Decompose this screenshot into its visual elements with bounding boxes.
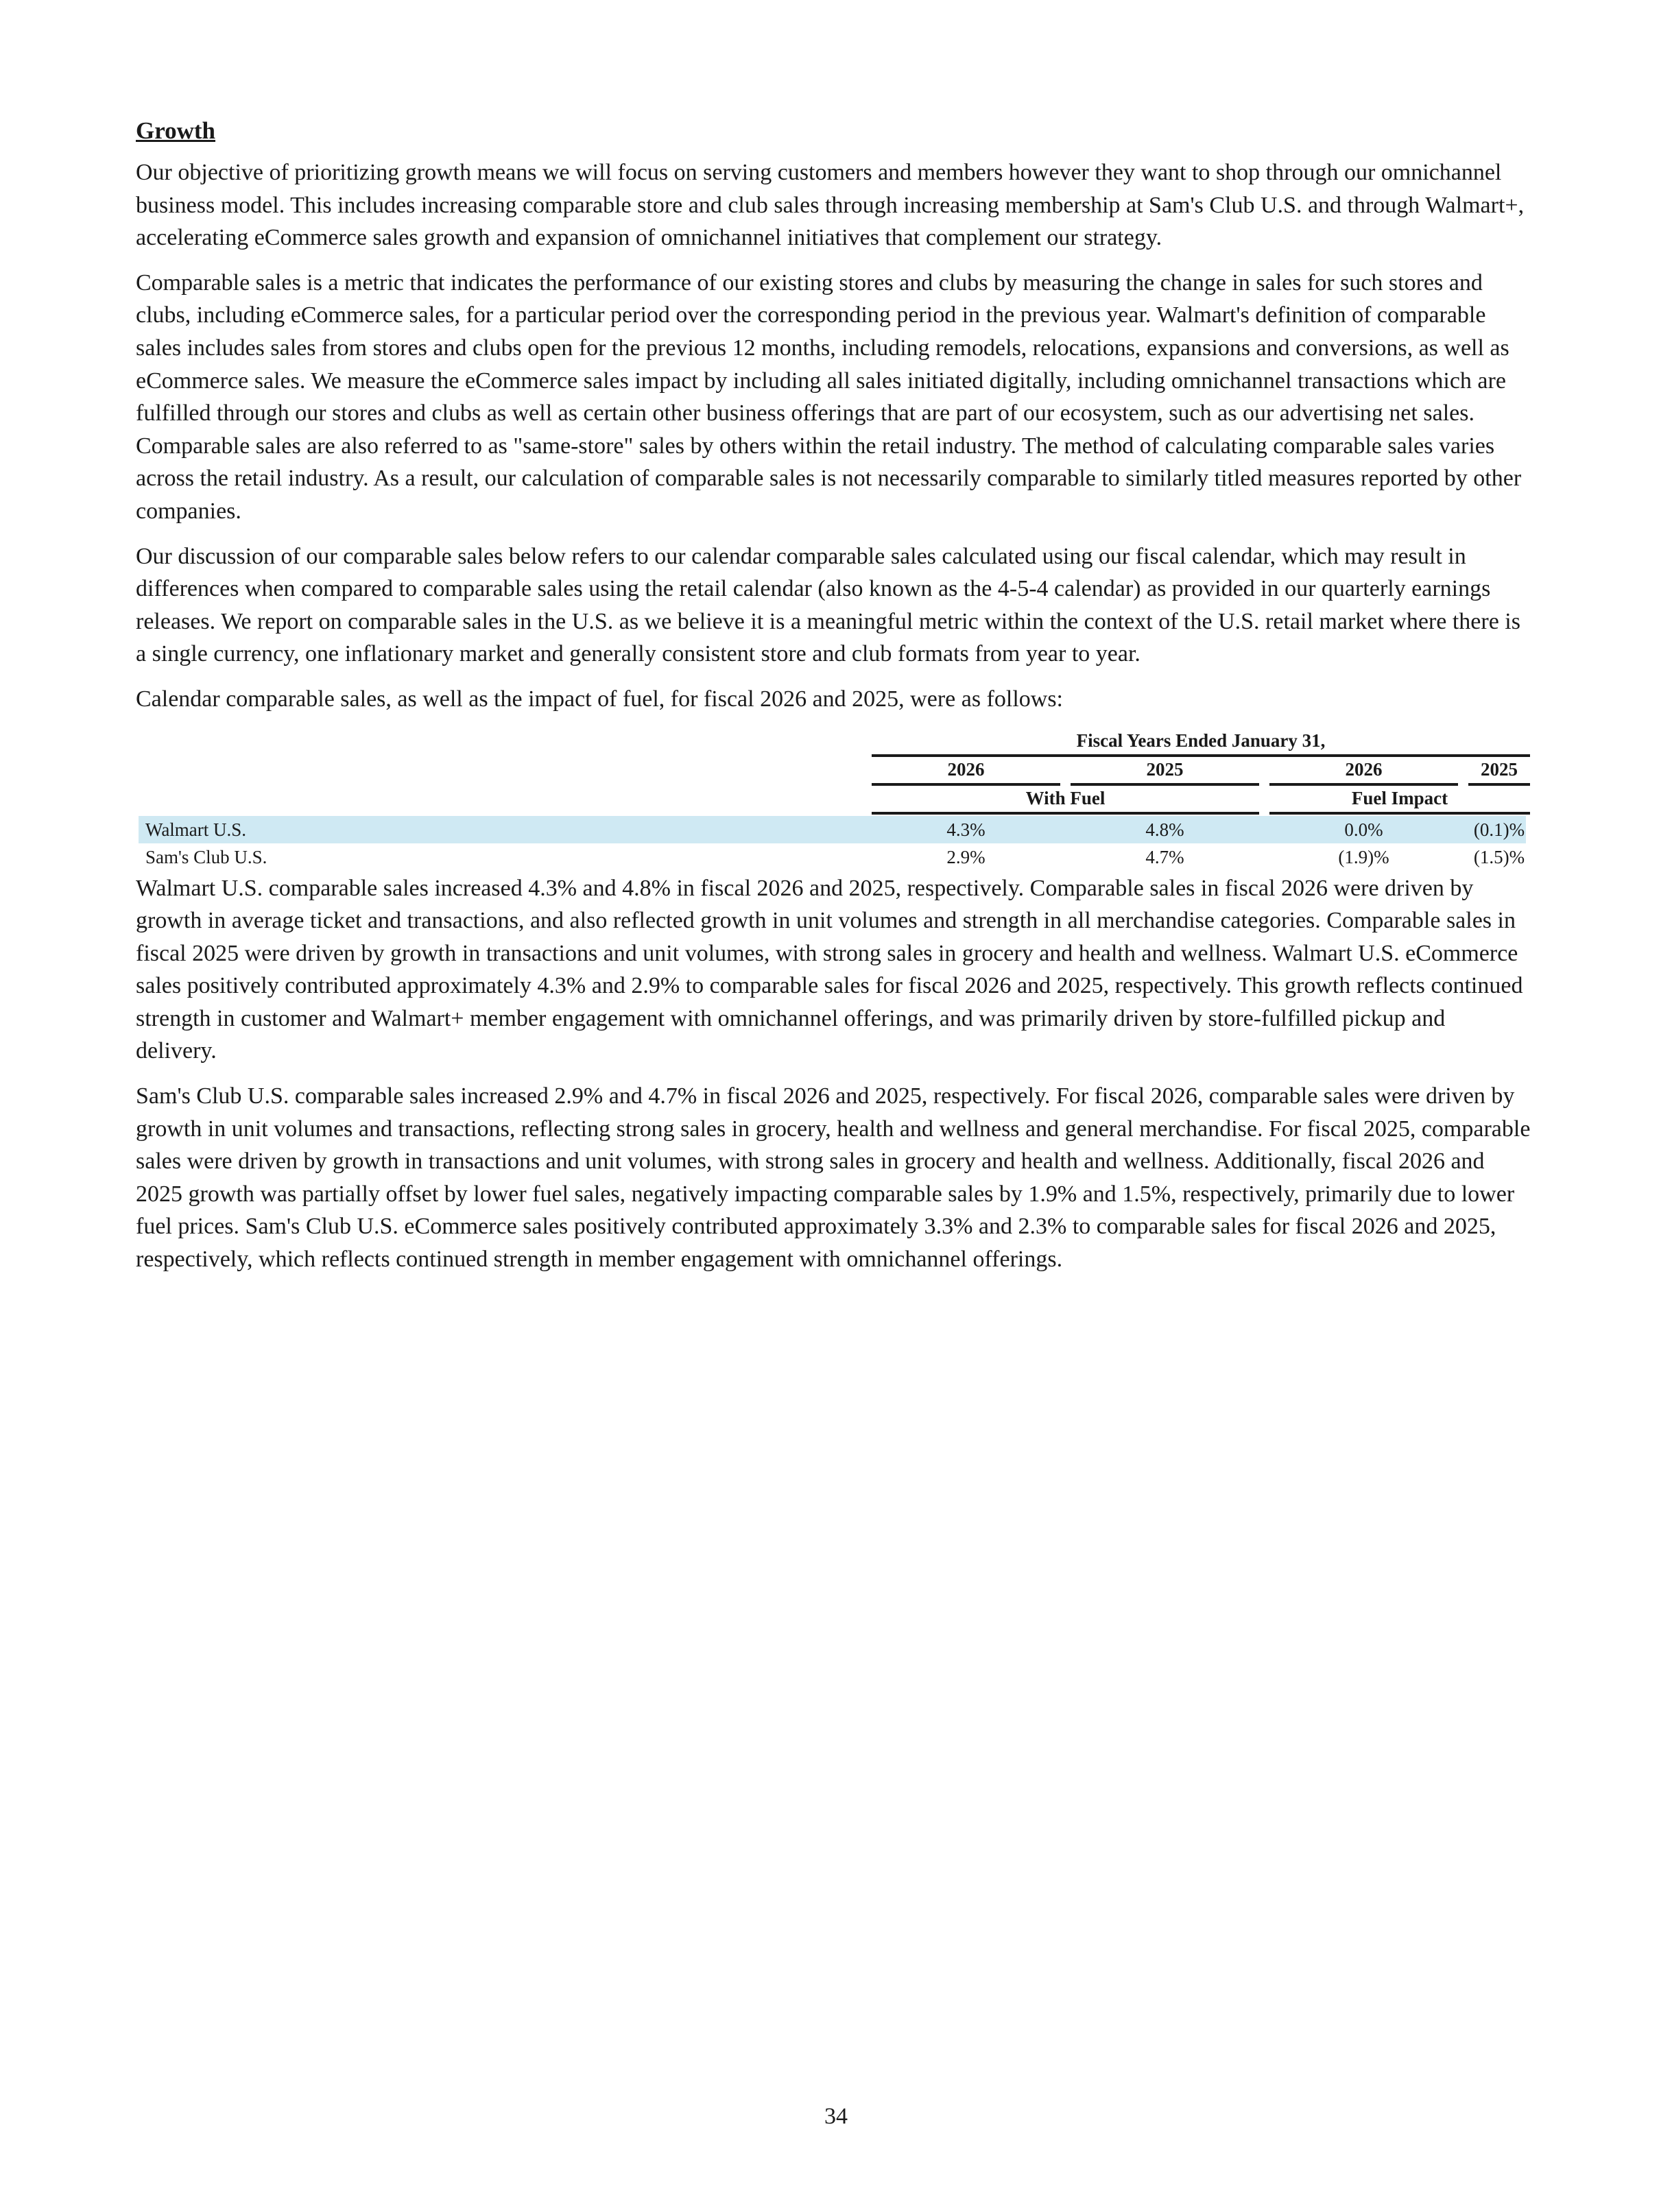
- table-group-header-fuel-impact: Fuel Impact: [1351, 787, 1448, 808]
- table-period-header: Fiscal Years Ended January 31,: [1076, 730, 1326, 751]
- table-cell: 4.3%: [946, 819, 986, 840]
- table-rule: [1269, 812, 1530, 815]
- paragraph-calendar-discussion: Our discussion of our comparable sales below refers to our calendar comparable sales calculated using our fiscal calendar, which may result in differences when compared to comparable sales using the retail calendar (also known as the 4-5-4 calendar) as provided in our quarterly earnings releases. We report on comparable sales in the U.S. as we believe it is a meaningful metric within the context of the U.S. retail market where there is a single currency, one inflationary market and generally consistent store and club formats from year to year.: [136, 543, 1520, 667]
- table-year-header: 2025: [1481, 758, 1518, 780]
- table-cell: (1.9)%: [1338, 846, 1389, 867]
- table-row-label: Sam's Club U.S.: [145, 846, 267, 867]
- table-rule: [872, 812, 1259, 815]
- paragraph-walmart-us-results: Walmart U.S. comparable sales increased 4.3% and 4.8% in fiscal 2026 and 2025, respectively. Comparable sales in fiscal 2026 were driven by growth in average ticket and transactions, and also reflected growth in unit volumes and strength in all merchandise categories. Comparable sales in fiscal 2025 were driven by growth in transactions and unit volumes, with strong sales in grocery and health and wellness. Walmart U.S. eCommerce sales positively contributed approximately 4.3% and 2.9% to comparable sales for fiscal 2026 and 2025, respectively. This growth reflects continued strength in customer and Walmart+ member engagement with omnichannel offerings, and was primarily driven by store-fulfilled pickup and delivery.: [136, 875, 1523, 1064]
- table-year-header: 2026: [947, 758, 985, 780]
- table-cell: 2.9%: [946, 846, 986, 867]
- table-cell: 4.7%: [1145, 846, 1184, 867]
- paragraph-sams-club-results: Sam's Club U.S. comparable sales increased 2.9% and 4.7% in fiscal 2026 and 2025, respectively. For fiscal 2026, comparable sales were driven by growth in unit volumes and transactions, reflecting strong sales in grocery, health and wellness and general merchandise. For fiscal 2025, comparable sales were driven by growth in transactions and unit volumes, with strong sales in grocery and health and wellness. Additionally, fiscal 2026 and 2025 growth was partially offset by lower fuel sales, negatively impacting comparable sales by 1.9% and 1.5%, respectively, primarily due to lower fuel prices. Sam's Club U.S. eCommerce sales positively contributed approximately 3.3% and 2.3% to comparable sales for fiscal 2026 and 2025, respectively, which reflects continued strength in member engagement with omnichannel offerings.: [136, 1083, 1531, 1273]
- comparable-sales-table: [136, 728, 1531, 867]
- table-cell: 4.8%: [1145, 819, 1184, 840]
- table-cell: (1.5)%: [1473, 846, 1525, 867]
- table-group-header-with-fuel: With Fuel: [1025, 787, 1106, 808]
- page-number: 34: [824, 2104, 848, 2129]
- paragraph-growth-objective: Our objective of prioritizing growth means we will focus on serving customers and members however they want to shop through our omnichannel business model. This includes increasing comparable store and club sales through increasing membership at Sam's Club U.S. and through Walmart+, accelerating eCommerce sales growth and expansion of omnichannel initiatives that complement our strategy.: [136, 160, 1525, 251]
- table-year-header: 2026: [1345, 758, 1383, 780]
- document-page: [136, 115, 1531, 1288]
- section-heading: Growth: [136, 117, 216, 144]
- table-cell: (0.1)%: [1473, 819, 1525, 840]
- table-year-header: 2025: [1146, 758, 1184, 780]
- table-cell: 0.0%: [1344, 819, 1383, 840]
- paragraph-comparable-sales-definition: Comparable sales is a metric that indicates the performance of our existing stores and clubs by measuring the change in sales for such stores and clubs, including eCommerce sales, for a particular period over the corresponding period in the previous year. Walmart's definition of comparable sales includes sales from stores and clubs open for the previous 12 months, including remodels, relocations, expansions and conversions, as well as eCommerce sales. We measure the eCommerce sales impact by including all sales initiated digitally, including omnichannel transactions which are fulfilled through our stores and clubs as well as certain other business offerings that are part of our ecosystem, such as our advertising net sales. Comparable sales are also referred to as "same-store" sales by others within the retail industry. The method of calculating comparable sales varies across the retail industry. As a result, our calculation of comparable sales is not necessarily comparable to similarly titled measures reported by other companies.: [136, 269, 1522, 524]
- table-row-label: Walmart U.S.: [145, 819, 247, 840]
- paragraph-table-intro: Calendar comparable sales, as well as the impact of fuel, for fiscal 2026 and 2025, were as follows:: [136, 686, 1063, 712]
